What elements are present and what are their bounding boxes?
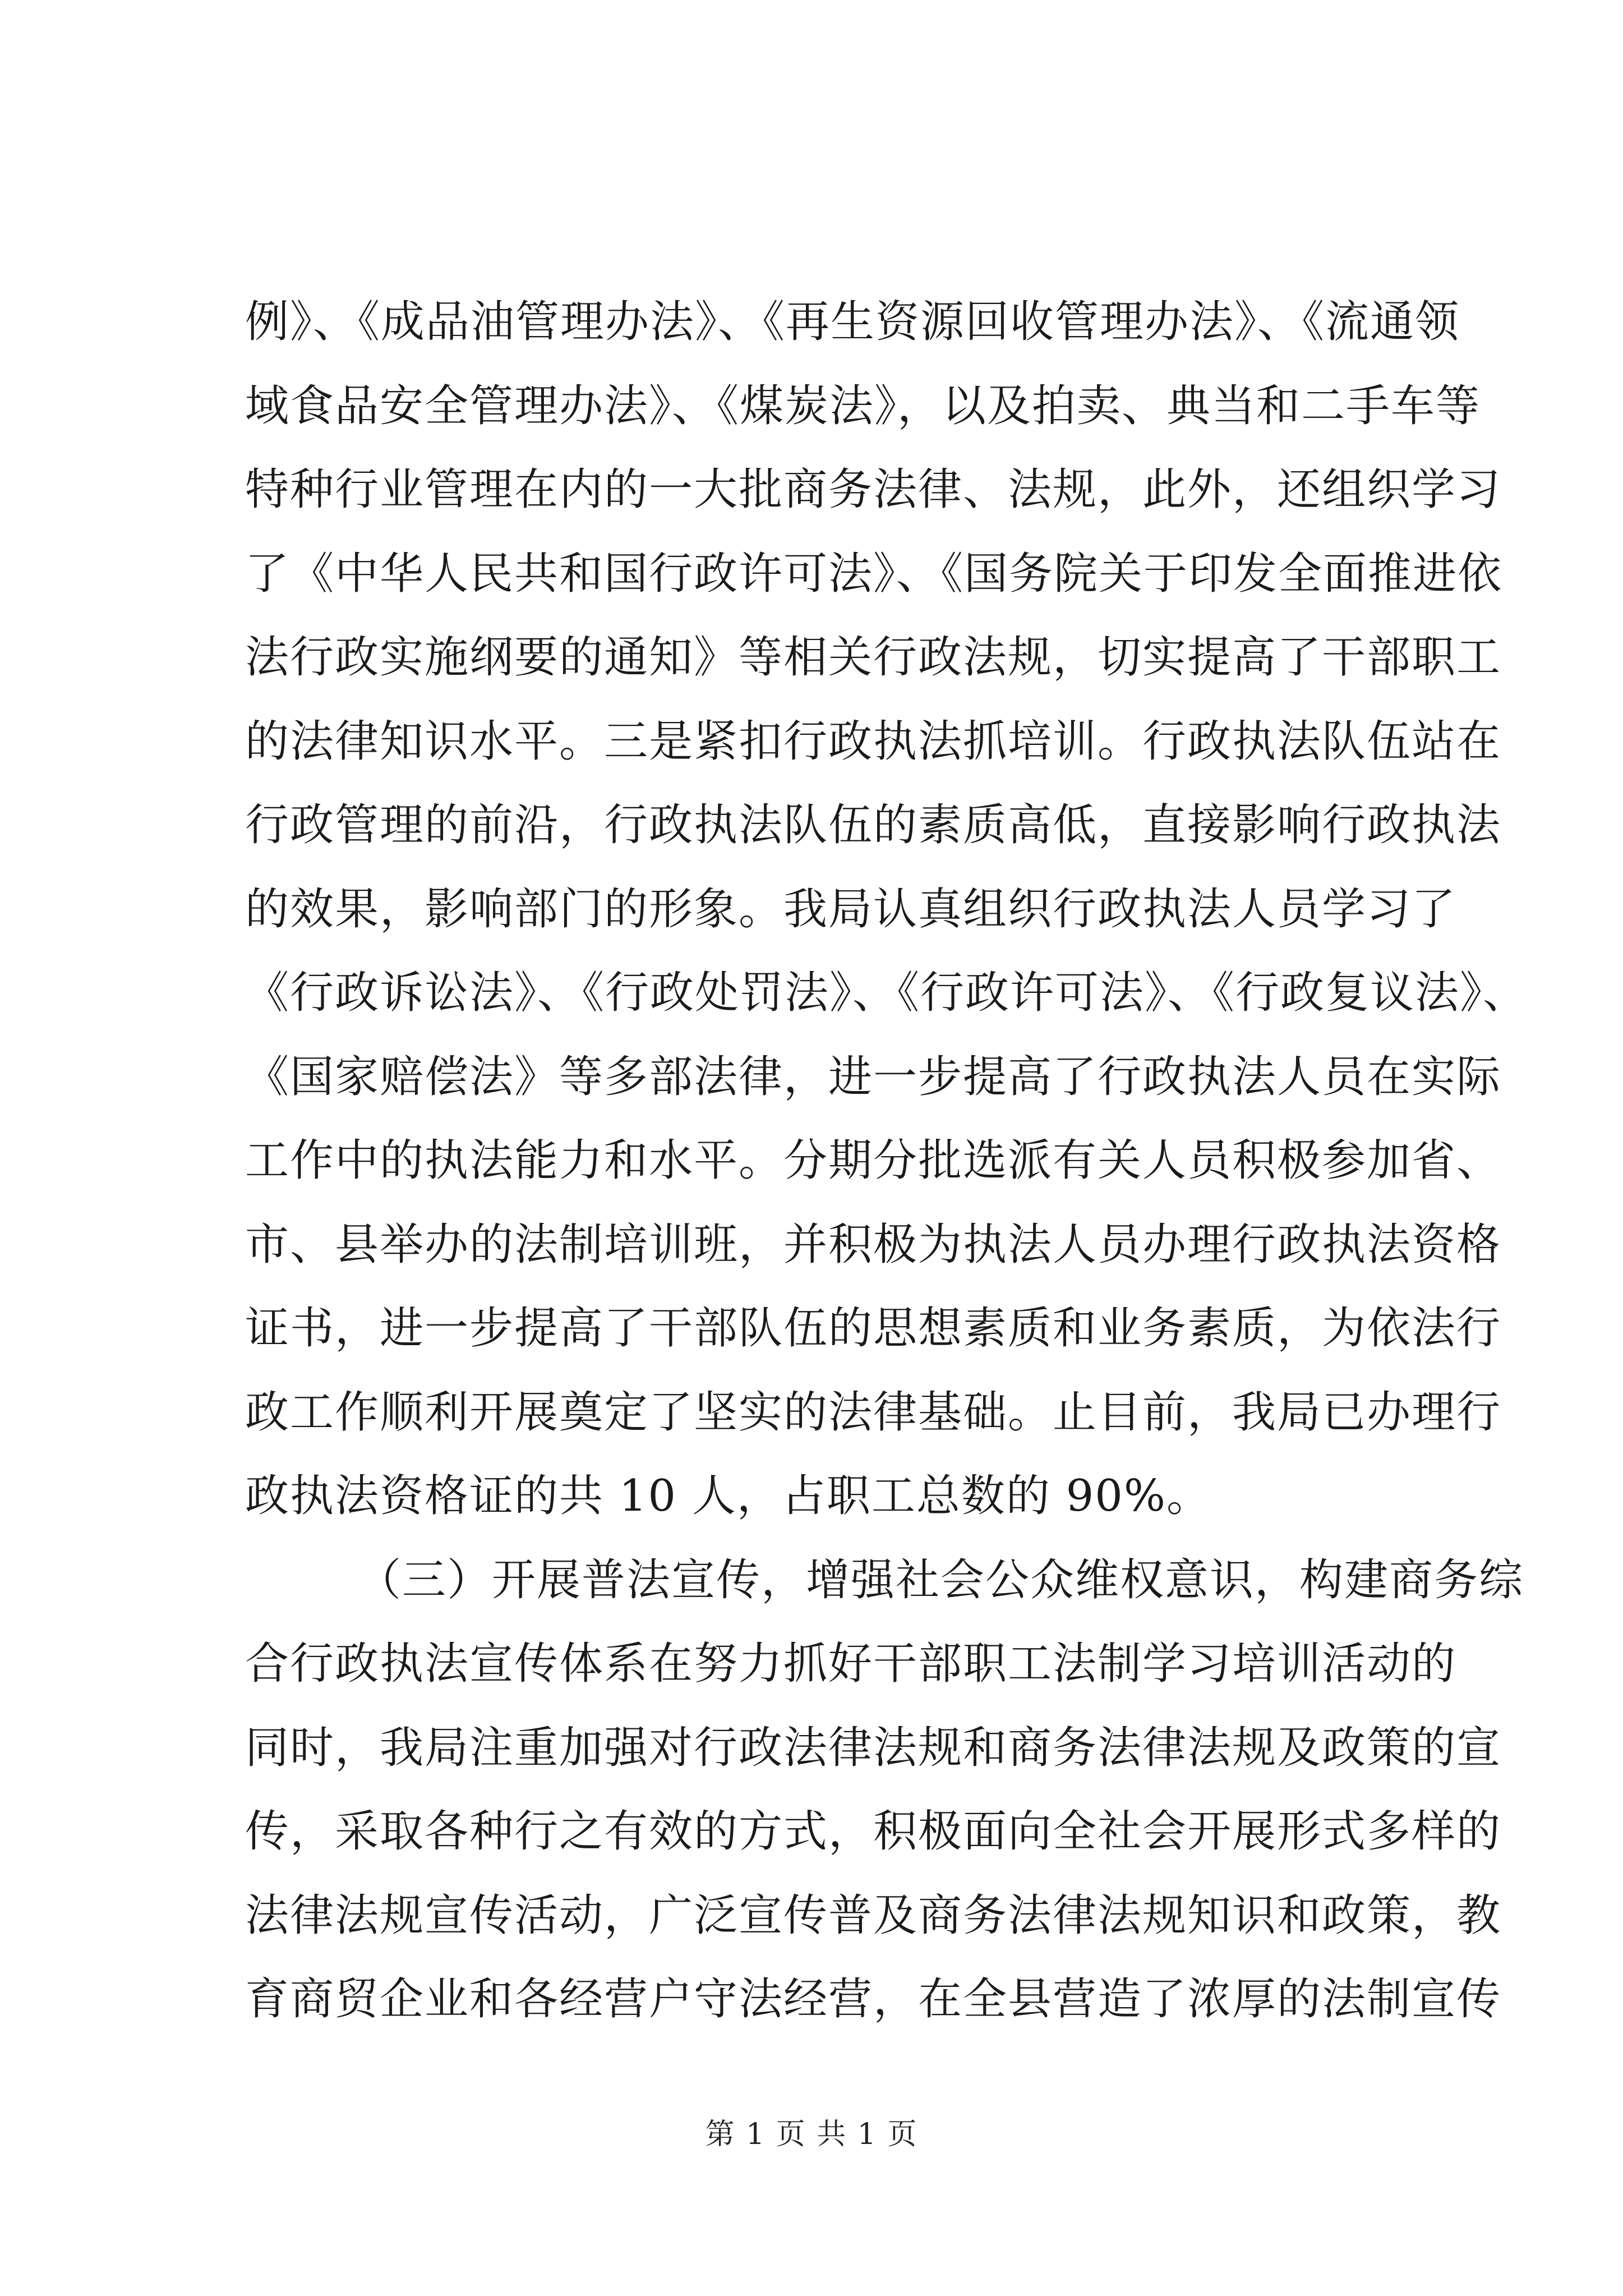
text-line: 《行政诉讼法》、《行政处罚法》、《行政许可法》、《行政复议法》、: [245, 968, 1528, 1018]
text-line: 特种行业管理在内的一大批商务法律、法规，此外，还组织学习: [245, 464, 1502, 515]
text-line: 了《中华人民共和国行政许可法》、《国务院关于印发全面推进依: [245, 548, 1503, 599]
text-line: 育商贸企业和各经营户守法经营，在全县营造了浓厚的法制宣传: [245, 1974, 1502, 2024]
text-line: 工作中的执法能力和水平。分期分批选派有关人员积极参加省、: [245, 1135, 1502, 1186]
text-line: 政工作顺利开展奠定了坚实的法律基础。止目前，我局已办理行: [245, 1387, 1502, 1438]
text-line: 法行政实施纲要的通知》等相关行政法规，切实提高了干部职工: [245, 632, 1502, 683]
text-line: 域食品安全管理办法》、《煤炭法》，以及拍卖、典当和二手车等: [245, 380, 1481, 431]
text-line: 法律法规宣传活动，广泛宣传普及商务法律法规知识和政策，教: [245, 1890, 1502, 1941]
text-line: 例》、《成品油管理办法》、《再生资源回收管理办法》、《流通领: [245, 297, 1460, 347]
text-line: 传，采取各种行之有效的方式，积极面向全社会开展形式多样的: [245, 1806, 1502, 1857]
text-line: 市、县举办的法制培训班，并积极为执法人员办理行政执法资格: [245, 1219, 1502, 1270]
text-line: 《国家赔偿法》等多部法律，进一步提高了行政执法人员在实际: [245, 1051, 1502, 1102]
body-text: [245, 280, 1528, 2042]
text-line: 同时，我局注重加强对行政法律法规和商务法律法规及政策的宣: [245, 1722, 1502, 1773]
text-line: 的法律知识水平。三是紧扣行政执法抓培训。行政执法队伍站在: [245, 716, 1502, 767]
text-line: 合行政执法宣传体系在努力抓好干部职工法制学习培训活动的: [245, 1639, 1457, 1689]
text-line: 政执法资格证的共 10 人，占职工总数的 90%。: [245, 1471, 1212, 1521]
text-line: 的效果，影响部门的形象。我局认真组织行政执法人员学习了: [245, 884, 1457, 935]
page-number: 第 1 页 共 1 页: [705, 2118, 918, 2151]
text-line: 行政管理的前沿，行政执法队伍的素质高低，直接影响行政执法: [245, 800, 1502, 850]
section-heading-line: （三）开展普法宣传，增强社会公众维权意识，构建商务综: [357, 1554, 1524, 1605]
page-footer: [0, 2115, 1623, 2154]
text-line: 证书，进一步提高了干部队伍的思想素质和业务素质，为依法行: [245, 1303, 1502, 1354]
